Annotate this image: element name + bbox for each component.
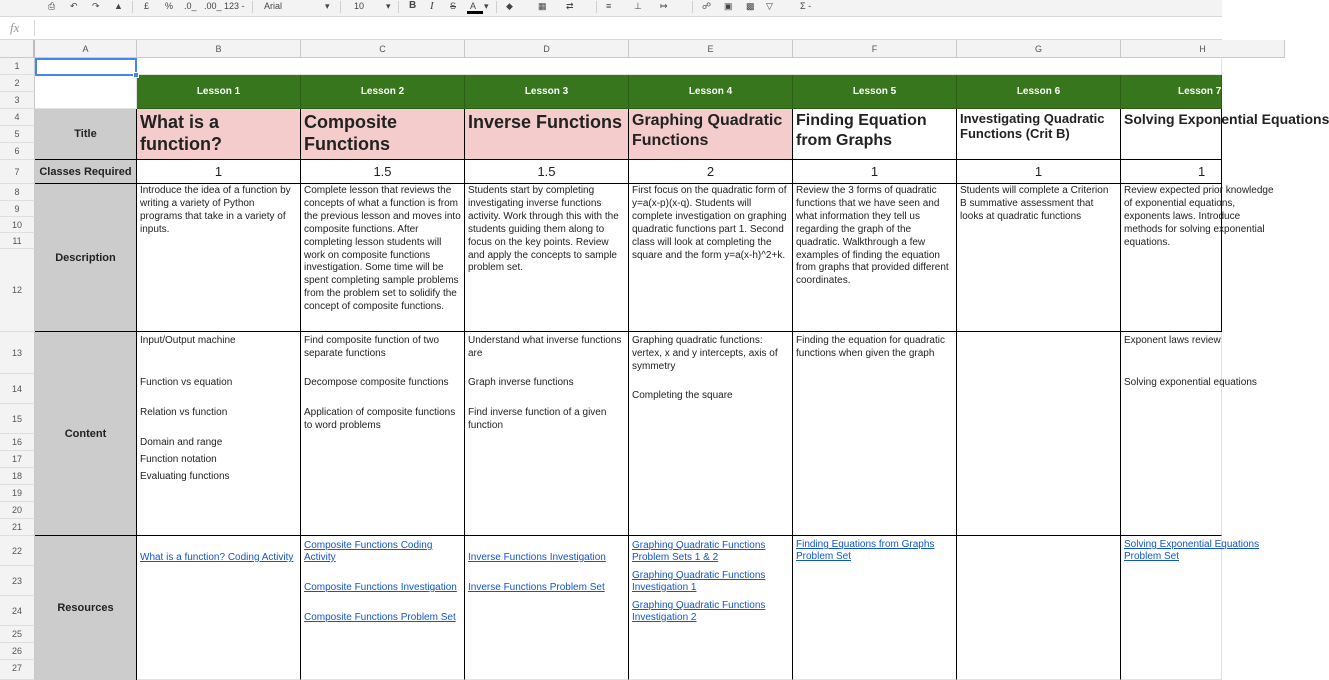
column-header-a[interactable]: A xyxy=(35,40,137,58)
classes-required[interactable]: 2 xyxy=(629,160,793,184)
content-item[interactable]: Function vs equation xyxy=(140,377,233,388)
text-wrap-icon[interactable]: ↦ xyxy=(660,1,668,11)
text-color-swatch xyxy=(467,11,483,14)
lesson-description[interactable] xyxy=(1121,184,1274,332)
chevron-down-icon[interactable]: ▾ xyxy=(325,1,330,11)
column-header-e[interactable]: E xyxy=(629,40,793,58)
classes-required[interactable]: 1.5 xyxy=(465,160,629,184)
row-header[interactable]: 5 xyxy=(0,126,35,143)
lesson-title[interactable]: Investigating Quadratic Functions (Crit B) xyxy=(957,109,1121,160)
lesson-description[interactable]: Students will complete a Criterion B summative assessment that looks at quadratic functions xyxy=(957,184,1121,332)
vertical-align-icon[interactable]: ⊥ xyxy=(634,1,642,11)
lesson-description[interactable]: First focus on the quadratic form of y=a(x-p)(x-q). Students will complete investigation on graphing quadratic functions part 1. Second class will look at completing the square and the form y=a(x-h)^2+k. xyxy=(629,184,793,332)
content-column[interactable] xyxy=(629,332,793,536)
lesson-header[interactable]: Lesson 4 xyxy=(629,75,793,109)
classes-required[interactable]: 1 xyxy=(793,160,957,184)
chevron-down-icon[interactable]: ▾ xyxy=(386,1,391,11)
lesson-title[interactable]: Solving Exponential Equations xyxy=(1121,109,1222,160)
filter-icon[interactable]: ▽ xyxy=(766,1,773,11)
lesson-description[interactable]: Complete lesson that reviews the concepts of what a function is from the previous lesson and moves into composite functions. After completing lesson students will work on composite functions investigation. Some time will be spent completing sample problems from the problem set to solidify the concept of composite functions. xyxy=(301,184,465,332)
row-header[interactable]: 13 xyxy=(0,332,35,374)
functions-button[interactable]: Σ - xyxy=(800,1,812,11)
column-header-f[interactable]: F xyxy=(793,40,957,58)
row-header[interactable]: 16 xyxy=(0,434,35,451)
resource-link[interactable]: Composite Functions Coding Activity xyxy=(304,540,433,563)
lesson-description-text: Review expected prior knowledge of exponential equations, exponents laws. Introduce methods for solving exponential equations. xyxy=(1124,185,1274,248)
resources-column[interactable] xyxy=(793,536,957,680)
classes-required[interactable]: 1 xyxy=(957,160,1121,184)
percent-format-button[interactable]: % xyxy=(165,1,174,11)
row-header[interactable]: 2 xyxy=(0,75,35,92)
lesson-description[interactable]: Students start by completing investigating inverse functions activity. Work through this with the students guiding them along to focus on the key points. Review and apply the concepts to sample problem set. xyxy=(465,184,629,332)
comment-icon[interactable]: ▣ xyxy=(724,1,733,11)
content-item[interactable]: Solving exponential equations xyxy=(1124,377,1257,388)
resources-column[interactable] xyxy=(957,536,1121,680)
content-item[interactable]: Find inverse function of a given function xyxy=(468,407,607,431)
redo-icon[interactable]: ↷ xyxy=(92,1,100,11)
lesson-title[interactable]: Finding Equation from Graphs xyxy=(793,109,957,160)
undo-icon[interactable]: ↶ xyxy=(70,1,78,11)
column-header-g[interactable]: G xyxy=(957,40,1121,58)
content-item[interactable]: Graph inverse functions xyxy=(468,377,574,388)
row-header[interactable]: 22 xyxy=(0,536,35,566)
formula-input[interactable] xyxy=(38,19,1218,37)
italic-button[interactable]: I xyxy=(430,0,434,12)
increase-decimal-button[interactable]: .00_ xyxy=(204,1,222,11)
content-item[interactable]: Exponent laws review xyxy=(1124,335,1221,346)
strikethrough-button[interactable]: S xyxy=(450,1,457,11)
lesson-header[interactable]: Lesson 1 xyxy=(137,75,301,109)
resource-link[interactable]: Graphing Quadratic Functions Investigation 1 xyxy=(632,570,766,593)
toolbar-separator xyxy=(496,1,497,13)
row-header[interactable]: 1 xyxy=(0,58,35,75)
row-header[interactable]: 25 xyxy=(0,626,35,643)
toolbar-separator xyxy=(252,1,253,13)
decrease-decimal-button[interactable]: .0_ xyxy=(184,1,197,11)
select-all-corner[interactable] xyxy=(0,40,35,58)
row-header[interactable]: 23 xyxy=(0,566,35,596)
row-header[interactable]: 20 xyxy=(0,502,35,519)
resource-link[interactable]: What is a function? Coding Activity xyxy=(140,552,294,563)
chart-icon[interactable]: ▩ xyxy=(746,1,755,11)
content-item[interactable]: Understand what inverse functions are xyxy=(468,335,622,359)
link-icon[interactable]: ☍ xyxy=(702,1,712,11)
lesson-title[interactable]: What is a function? xyxy=(137,109,301,160)
content-column[interactable] xyxy=(301,332,465,536)
toolbar-separator xyxy=(596,1,597,13)
lesson-description[interactable]: Review the 3 forms of quadratic functions that we have seen and what information they tell us regarding the graph of the quadratic. Walkthrough a few examples of finding the equation from graphs that provided different coordinates. xyxy=(793,184,957,332)
toolbar-separator xyxy=(340,1,341,13)
row-header[interactable]: 15 xyxy=(0,404,35,434)
content-item[interactable]: Application of composite functions to word problems xyxy=(304,407,456,431)
resources-column[interactable] xyxy=(465,536,629,680)
content-item[interactable]: Decompose composite functions xyxy=(304,377,449,388)
lesson-header[interactable]: Lesson 5 xyxy=(793,75,957,109)
content-column[interactable] xyxy=(957,332,1121,536)
row-header[interactable]: 11 xyxy=(0,233,35,249)
selection-box xyxy=(35,58,137,76)
text-color-button[interactable]: A xyxy=(470,1,477,11)
resources-column[interactable] xyxy=(1121,536,1260,680)
content-column[interactable] xyxy=(465,332,629,536)
row-header[interactable]: 19 xyxy=(0,485,35,502)
row-header[interactable]: 3 xyxy=(0,92,35,109)
content-item[interactable]: Graphing quadratic functions: vertex, x and y intercepts, axis of symmetry xyxy=(632,335,778,372)
content-column[interactable] xyxy=(1121,332,1257,536)
lesson-title[interactable]: Composite Functions xyxy=(301,109,465,160)
row-header[interactable]: 12 xyxy=(0,249,35,332)
lesson-header[interactable]: Lesson 3 xyxy=(465,75,629,109)
row-label-description: Description xyxy=(35,184,137,332)
row-1-cells[interactable] xyxy=(137,58,1222,75)
row-label-title: Title xyxy=(35,109,137,160)
row-label-resources: Resources xyxy=(35,536,137,680)
lesson-title[interactable]: Graphing Quadratic Functions xyxy=(629,109,793,160)
borders-icon[interactable]: ▦ xyxy=(538,1,547,11)
row-header[interactable]: 7 xyxy=(0,160,35,184)
font-family-select[interactable]: Arial xyxy=(264,1,283,11)
row-header[interactable]: 9 xyxy=(0,201,35,217)
resources-column[interactable] xyxy=(137,536,301,680)
chevron-down-icon[interactable]: ▾ xyxy=(484,1,489,11)
resource-link[interactable]: Solving Exponential Equations Problem Set xyxy=(1124,539,1260,562)
column-header-d[interactable]: D xyxy=(465,40,629,58)
resource-link[interactable]: Graphing Quadratic Functions Investigation 2 xyxy=(632,600,766,623)
content-item[interactable]: Evaluating functions xyxy=(140,471,230,482)
row-header[interactable]: 8 xyxy=(0,184,35,201)
column-header-h[interactable]: H xyxy=(1121,40,1285,58)
lesson-header[interactable]: Lesson 6 xyxy=(957,75,1121,109)
toolbar-separator xyxy=(132,1,133,13)
row-header[interactable]: 24 xyxy=(0,596,35,626)
lesson-title[interactable]: Inverse Functions xyxy=(465,109,629,160)
row-header[interactable]: 18 xyxy=(0,468,35,485)
row-header[interactable]: 14 xyxy=(0,374,35,404)
toolbar-separator xyxy=(398,1,399,13)
classes-required[interactable]: 1 xyxy=(137,160,301,184)
toolbar-separator xyxy=(692,1,693,13)
resource-link[interactable]: Inverse Functions Investigation xyxy=(468,552,606,563)
resource-link[interactable]: Finding Equations from Graphs Problem Set xyxy=(796,539,935,562)
classes-required[interactable]: 1.5 xyxy=(301,160,465,184)
lesson-header[interactable]: Lesson 2 xyxy=(301,75,465,109)
fx-icon: fx xyxy=(10,20,20,35)
content-item[interactable]: Function notation xyxy=(140,454,217,465)
fill-color-icon[interactable]: ◆ xyxy=(506,1,513,11)
resource-link[interactable]: Inverse Functions Problem Set xyxy=(468,582,605,593)
paint-format-icon[interactable]: ▲ xyxy=(114,1,123,11)
horizontal-align-icon[interactable]: ≡ xyxy=(606,1,612,11)
formula-bar xyxy=(0,16,1222,40)
row-header[interactable]: 27 xyxy=(0,660,35,680)
formula-bar-divider xyxy=(34,20,35,36)
row-header[interactable]: 21 xyxy=(0,519,35,536)
row-label-classes: Classes Required xyxy=(35,160,137,184)
column-header-c[interactable]: C xyxy=(301,40,465,58)
content-item[interactable]: Finding the equation for quadratic functions when given the graph xyxy=(796,335,945,359)
row-header[interactable]: 26 xyxy=(0,643,35,660)
merge-cells-icon[interactable]: ⇄ xyxy=(566,1,574,11)
classes-required[interactable]: 1 xyxy=(1121,160,1222,184)
toolbar xyxy=(0,0,1222,16)
content-item[interactable]: Find composite function of two separate functions xyxy=(304,335,440,359)
content-column[interactable] xyxy=(793,332,957,536)
lesson-description[interactable]: Introduce the idea of a function by writing a variety of Python programs that take in a variety of inputs. xyxy=(137,184,301,332)
resource-link[interactable]: Graphing Quadratic Functions Problem Sets 1 & 2 xyxy=(632,540,766,563)
print-icon[interactable]: ⎙ xyxy=(48,1,56,11)
content-item[interactable]: Domain and range xyxy=(140,437,223,448)
currency-format-button[interactable]: £ xyxy=(144,1,150,11)
resource-link[interactable]: Composite Functions Problem Set xyxy=(304,612,456,623)
row-header[interactable]: 10 xyxy=(0,217,35,233)
more-formats-button[interactable]: 123 - xyxy=(224,1,245,11)
content-column[interactable] xyxy=(137,332,301,536)
fill-handle[interactable] xyxy=(133,72,139,78)
row-header[interactable]: 4 xyxy=(0,109,35,126)
content-item[interactable]: Relation vs function xyxy=(140,407,228,418)
row-header[interactable]: 17 xyxy=(0,451,35,468)
bold-button[interactable]: B xyxy=(409,0,417,11)
font-size-select[interactable]: 10 xyxy=(354,1,365,11)
content-item[interactable]: Input/Output machine xyxy=(140,335,236,346)
column-header-b[interactable]: B xyxy=(137,40,301,58)
resource-link[interactable]: Composite Functions Investigation xyxy=(304,582,457,593)
cell-a2[interactable] xyxy=(35,75,137,109)
content-item[interactable]: Completing the square xyxy=(632,390,733,401)
resources-column[interactable] xyxy=(301,536,465,680)
resources-column[interactable] xyxy=(629,536,793,680)
row-label-content: Content xyxy=(35,332,137,536)
lesson-header[interactable]: Lesson 7 xyxy=(1121,75,1222,109)
row-header[interactable]: 6 xyxy=(0,143,35,160)
